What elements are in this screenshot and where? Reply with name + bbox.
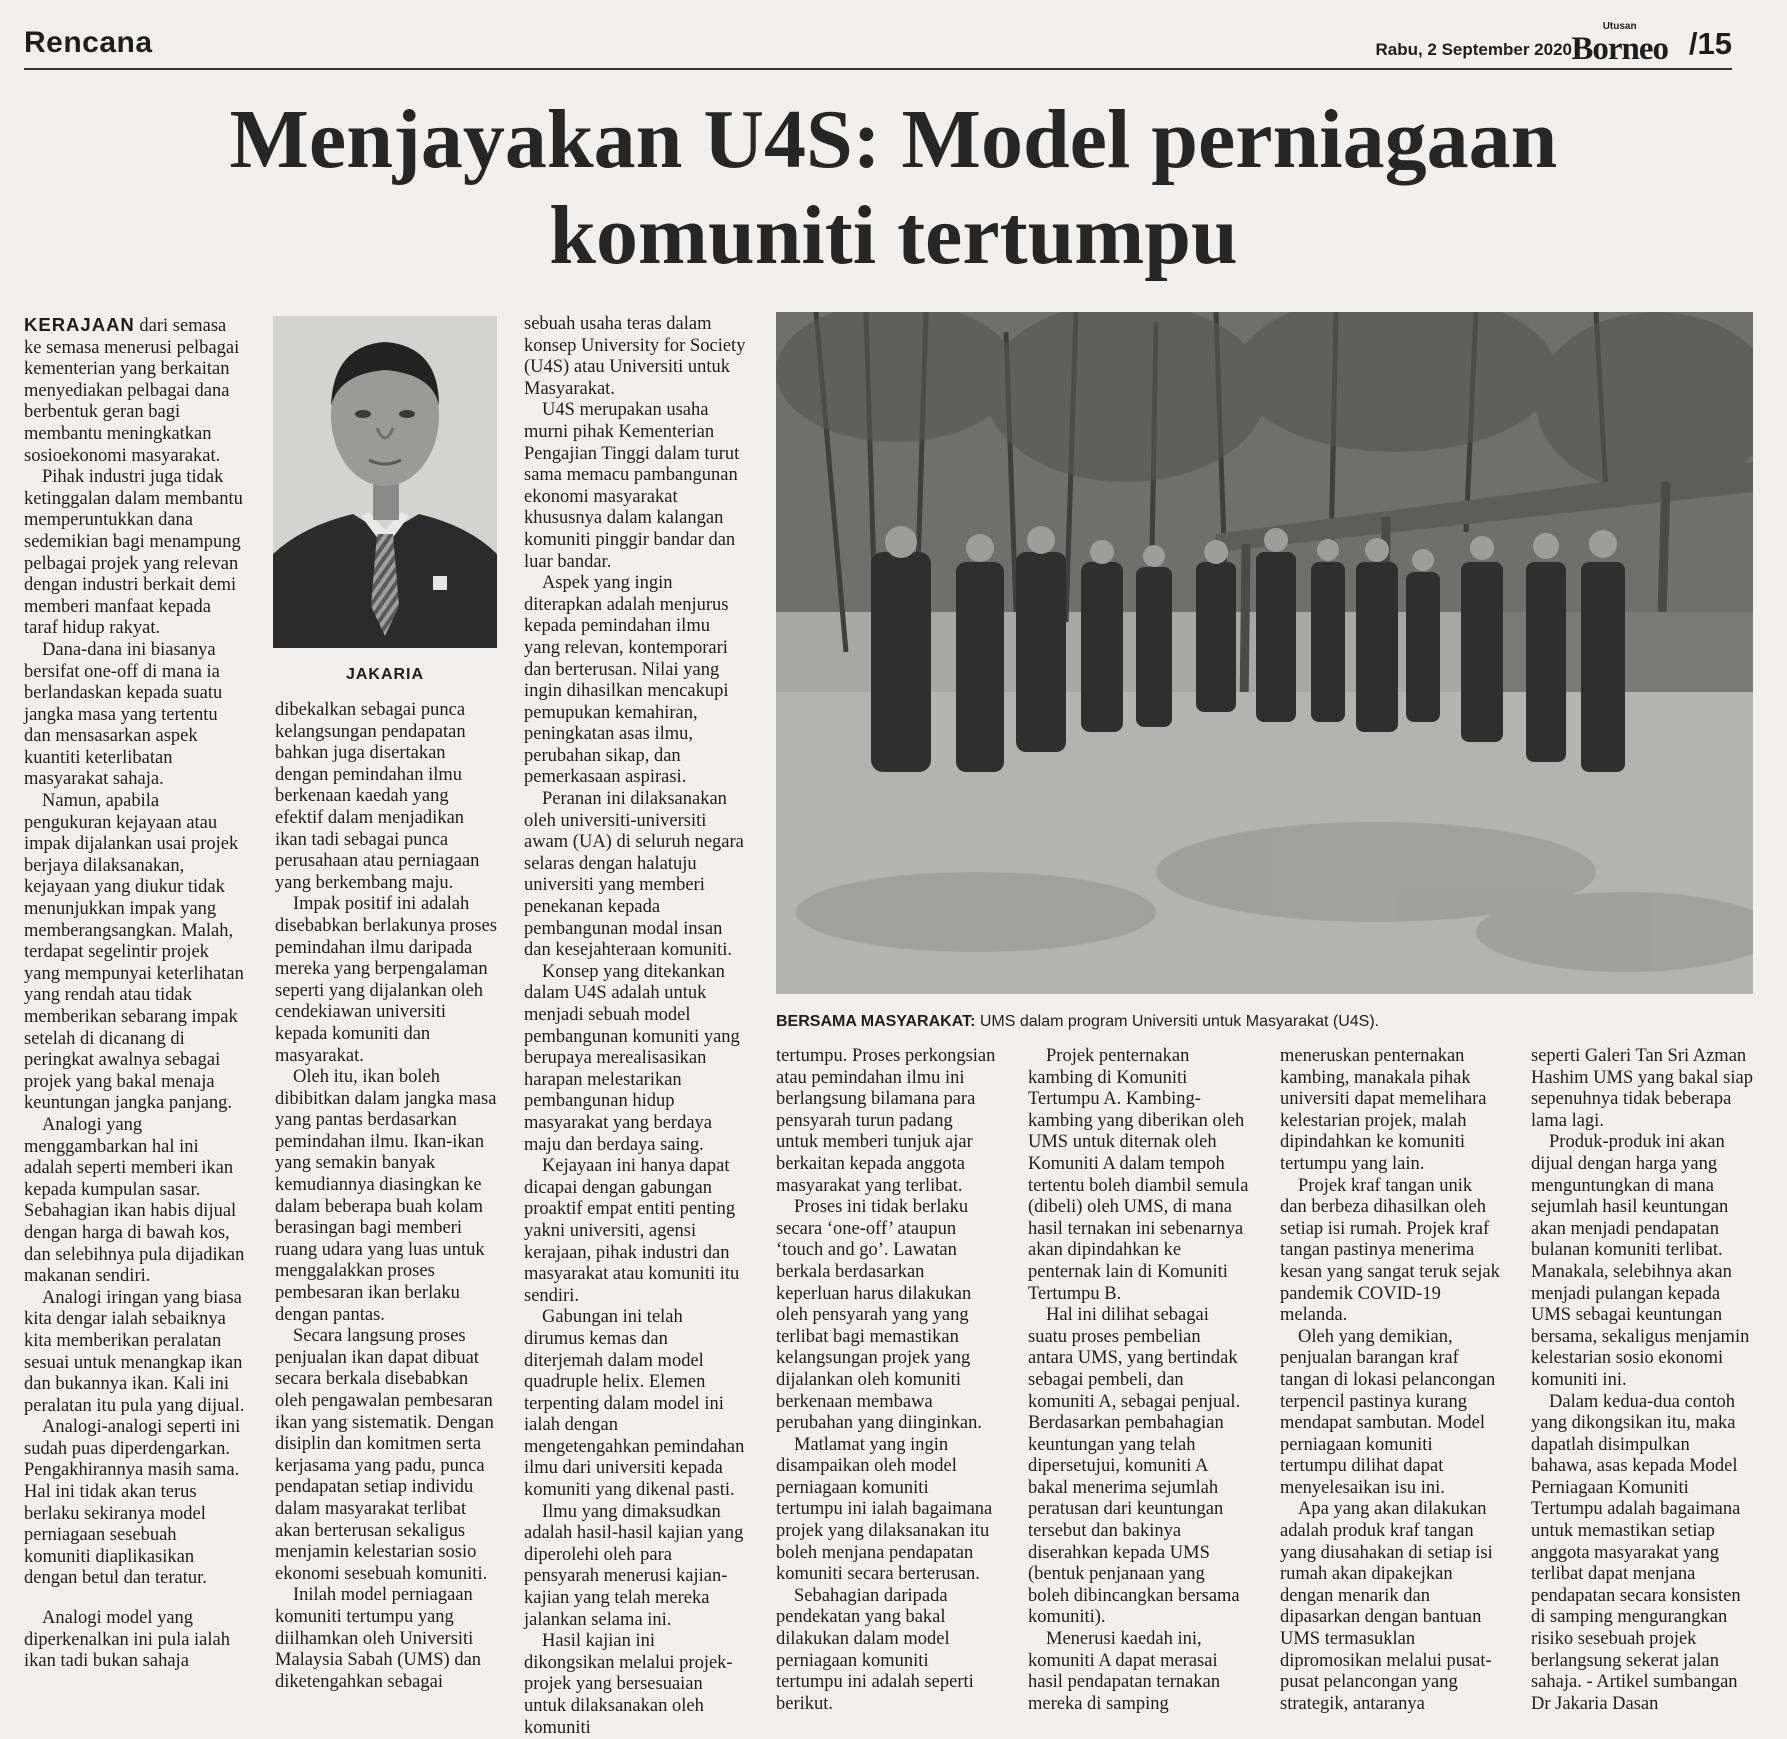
photo-caption (776, 1013, 1753, 1031)
paragraph: U4S merupakan usaha murni pihak Kementerian Pengajian Tinggi dalam turut sama memacu pambangunan ekonomi masyarakat khususnya dalam kalangan komuniti pinggir bandar dan luar bandar. (524, 400, 740, 572)
paragraph (24, 314, 247, 467)
paragraph: Peranan ini dilaksanakan oleh universiti-universiti awam (UA) di seluruh negara selaras dengan halatuju universiti yang memberi penekanan kepada pembangunan modal insan dan kesejahteraan komuniti. (524, 789, 744, 961)
author-portrait (273, 316, 497, 648)
paragraph: Proses ini tidak berlaku secara ‘one-off’ ataupun ‘touch and go’. Lawatan berkala berdasarkan keperluan harus dilakukan oleh pensyarah yang yang terlibat bagi memastikan kelangsungan projek yang dijalankan oleh komuniti berkenaan membawa perubahan yang diinginkan. (776, 1197, 983, 1434)
paragraph: Ilmu yang dimaksudkan adalah hasil-hasil kajian yang diperolehi oleh para pensyarah menerusi kajian-kajian yang telah mereka jalankan selama ini. (524, 1501, 744, 1630)
paragraph: Namun, apabila pengukuran kejayaan atau impak dijalankan usai projek berjaya dilaksanakan, kejayaan yang diukur tidak menunjukkan impak yang memberangsangkan. Malah, terdapat segelintir projek yang mempunyai keterlihatan yang rendah atau tidak memberikan sebarang impak setelah di dicanang di peringkat awalnya sebagai projek yang bakal menaja keuntungan jangka panjang. (24, 791, 244, 1114)
paragraph: Sebahagian daripada pendekatan yang bakal dilakukan dalam model perniagaan komuniti tertumpu ini adalah seperti berikut. (776, 1585, 974, 1714)
article-column-7 (1531, 1046, 1753, 1715)
paragraph: dibekalkan sebagai punca kelangsungan pendapatan bahkan juga disertakan dengan pemindahan ilmu berkenaan kaedah yang efektif dalam menjadikan ikan tadi sebagai punca perusahaan atau perniagaan yang berkembang maju. (275, 700, 480, 893)
article-column-6 (1280, 1046, 1502, 1715)
page-number: /15 (1688, 26, 1732, 61)
paragraph: Analogi model yang diperkenalkan ini pula ialah ikan tadi bukan sahaja (24, 1608, 230, 1672)
paragraph: Matlamat yang ingin disampaikan oleh model perniagaan komuniti tertumpu ini ialah bagaimana projek yang dilaksanakan itu boleh menjana pendapatan komuniti secara berterusan. (776, 1434, 993, 1585)
publication-date: Rabu, 2 September 2020 (1375, 40, 1572, 59)
paragraph: Impak positif ini adalah disebabkan berlakunya proses pemindahan ilmu daripada mereka yang berpengalaman seperti yang dijalankan oleh cendekiawan universiti kepada komuniti dan masyarakat. (275, 894, 497, 1066)
caption-label: BERSAMA MASYARAKAT: (776, 1013, 976, 1030)
paragraph: Apa yang akan dilakukan adalah produk kraf tangan yang diusahakan di setiap isi rumah akan dipakejkan dengan menarik dan dipasarkan dengan bantuan UMS termasuklan dipromosikan melalui pusat-pusat pelancongan yang strategik, antaranya (1280, 1499, 1493, 1714)
article-column-3 (524, 314, 746, 1739)
paragraph: Menerusi kaedah ini, komuniti A dapat merasai hasil pendapatan ternakan mereka di samping (1028, 1629, 1221, 1714)
article-column-1 (24, 314, 247, 1673)
paragraph: Oleh itu, ikan boleh dibibitkan dalam jangka masa yang pantas berdasarkan pemindahan ilmu. Ikan-ikan yang semakin banyak kemudiannya diasingkan ke dalam beberapa buah kolam berasingan bagi memberi ruang udara yang luas untuk menggalakkan proses pembesaran ikan berlaku dengan pantas. (275, 1067, 497, 1325)
paragraph: meneruskan penternakan kambing, manakala pihak universiti dapat memelihara kelestarian projek, malah dipindahkan ke komuniti tertumpu yang lain. (1280, 1046, 1487, 1174)
paragraph: Gabungan ini telah dirumus kemas dan diterjemah dalam model quadruple helix. Elemen terpenting dalam model ini ialah dengan mengetengahkan pemindahan ilmu dari universiti kepada komuniti yang dikenal pasti. (524, 1307, 745, 1501)
paragraph: Projek penternakan kambing di Komuniti Tertumpu A. Kambing-kambing yang diberikan oleh UMS untuk diternak oleh Komuniti A dalam tempoh tertentu boleh diambil semula (dibeli) oleh UMS, di mana hasil ternakan ini sebenarnya akan dipindahkan ke penternak lain di Komuniti Tertumpu B. (1028, 1046, 1249, 1304)
group-photo (776, 312, 1753, 994)
portrait-illustration (273, 316, 497, 648)
paragraph: Produk-produk ini akan dijual dengan harga yang menguntungkan di mana sejumlah hasil keuntungan akan menjadi pendapatan bulanan komuniti terlibat. Manakala, selebihnya akan menjadi pulangan kepada UMS sebagai keuntungan bersama, sekaligus menjamin kelestarian sosio ekonomi komuniti ini. (1531, 1132, 1750, 1390)
group-photo-illustration (776, 312, 1753, 994)
paragraph: Dana-dana ini biasanya bersifat one-off di mana ia berlandaskan kepada suatu jangka masa yang tertentu dan mensasarkan aspek kuantiti keterlibatan masyarakat sahaja. (24, 639, 223, 790)
logo-main-text: Borneo (1571, 31, 1668, 67)
paragraph: Projek kraf tangan unik dan berbeza dihasilkan oleh setiap isi rumah. Projek kraf tangan pastinya menerima kesan yang sangat teruk sejak pandemik COVID-19 melanda. (1280, 1175, 1500, 1326)
paragraph: Konsep yang ditekankan dalam U4S adalah untuk menjadi sebuah model pembangunan komuniti yang berupaya merealisasikan harapan melestarikan pembangunan hidup masyarakat yang berdaya maju dan berdaya saing. (524, 961, 740, 1155)
paragraph: tertumpu. Proses perkongsian atau pemindahan ilmu ini berlangsung bilamana para pensyarah turun padang untuk memberi tunjuk ajar berkaitan kepada anggota masyarakat yang terlibat. (776, 1046, 996, 1196)
paragraph: Hal ini dilihat sebagai suatu proses pembelian antara UMS, yang bertindak sebagai pembeli, dan komuniti A, sebagai penjual. Berdasarkan pembahagian keuntungan yang telah dipersetujui, komuniti A bakal menerima sejumlah peratusan dari keuntungan tersebut dan bakinya diserahkan kepada UMS (bentuk penjanaan yang boleh dibincangkan bersama komuniti). (1028, 1305, 1241, 1628)
caption-text: UMS dalam program Universiti untuk Masyarakat (U4S). (975, 1013, 1380, 1030)
paragraph: Kejayaan ini hanya dapat dicapai dengan gabungan proaktif empat entiti penting yakni universiti, agensi kerajaan, pihak industri dan masyarakat atau komuniti itu sendiri. (524, 1156, 740, 1306)
paragraph: Secara langsung proses penjualan ikan dapat dibuat secara berkala disebabkan oleh pengawalan pembesaran ikan yang sistematik. Dengan disiplin dan komitmen serta kerjasama yang padu, punca pendapatan setiap individu dalam masyarakat terlibat akan berterusan sekaligus menjamin kelestarian sosio ekonomi sesebuah komuniti. (275, 1326, 494, 1584)
article-headline (0, 92, 1787, 284)
article-column-4 (776, 1046, 998, 1715)
paragraph: Pihak industri juga tidak ketinggalan dalam membantu memperuntukkan dana sedemikian bagi menampung pelbagai projek yang relevan dengan industri berkait demi memberi manfaat kepada taraf hidup rakyat. (24, 467, 243, 639)
headline-line-1: Menjayakan U4S: Model perniagaan (229, 93, 1558, 186)
paragraph: Aspek yang ingin diterapkan adalah menjurus kepada pemindahan ilmu yang relevan, kontemporari dan berterusan. Nilai yang ingin dihasilkan mencakupi pemupukan kemahiran, peningkatan asas ilmu, perubahan sikap, dan pemerkasaan aspirasi. (524, 573, 729, 788)
newspaper-logo (1571, 22, 1668, 66)
paragraph: Analogi-analogi seperti ini sudah puas diperdengarkan. Pengakhirannya masih sama. Hal ini tidak akan terus berlaku sekiranya model perniagaan sesebuah komuniti diaplikasikan dengan betul dan teratur. (24, 1417, 241, 1589)
section-label: Rencana (24, 26, 153, 59)
headline-line-2: komuniti tertumpu (549, 189, 1238, 282)
logo-top-text: Utusan (1602, 21, 1637, 32)
paragraph: Oleh yang demikian, penjualan barangan kraf tangan di lokasi pelancongan terpencil pastinya kurang mendapat sambutan. Model perniagaan komuniti tertumpu dilihat dapat menyelesaikan isu ini. (1280, 1326, 1496, 1498)
article-column-5 (1028, 1046, 1250, 1715)
paragraph: Hasil kajian ini dikongsikan melalui projek-projek yang bersesuaian untuk dilaksanakan oleh komuniti (524, 1631, 733, 1738)
paragraph: Analogi iringan yang biasa kita dengar ialah sebaiknya kita memberikan peralatan sesuai untuk menangkap ikan dan bukannya ikan. Kali ini peralatan itu pula yang dijual. (24, 1287, 245, 1416)
lead-in-word: KERAJAAN (24, 314, 135, 335)
lead-in-text: dari semasa ke semasa menerusi pelbagai kementerian yang berkaitan menyediakan pelbagai dana berbentuk geran bagi membantu meningkatkan sosioekonomi masyarakat. (24, 316, 240, 466)
page-header (24, 22, 1732, 70)
paragraph: Dalam kedua-dua contoh yang dikongsikan itu, maka dapatlah disimpulkan bahawa, asas kepada Model Perniagaan Komuniti Tertumpu adalah bagaimana untuk memastikan setiap anggota masyarakat yang terlibat dapat menjana pendapatan secara konsisten di samping mengurangkan risiko sesebuah projek berlangsung sekerat jalan sahaja. - Artikel sumbangan Dr Jakaria Dasan (1531, 1391, 1741, 1714)
paragraph: seperti Galeri Tan Sri Azman Hashim UMS yang bakal siap sepenuhnya tidak beberapa lama lagi. (1531, 1046, 1753, 1131)
article-column-2 (275, 700, 497, 1693)
paragraph: Analogi yang menggambarkan hal ini adalah seperti memberi ikan kepada kumpulan sasar. Sebahagian ikan habis dijual dengan harga di bawah kos, dan selebihnya pula dijadikan makanan sendiri. (24, 1114, 245, 1287)
paragraph: sebuah usaha teras dalam konsep University for Society (U4S) atau Universiti untuk Masyarakat. (524, 314, 746, 399)
portrait-caption: JAKARIA (345, 666, 425, 683)
paragraph: Inilah model perniagaan komuniti tertumpu yang diilhamkan oleh Universiti Malaysia Sabah (UMS) dan diketengahkan sebagai (275, 1585, 482, 1692)
